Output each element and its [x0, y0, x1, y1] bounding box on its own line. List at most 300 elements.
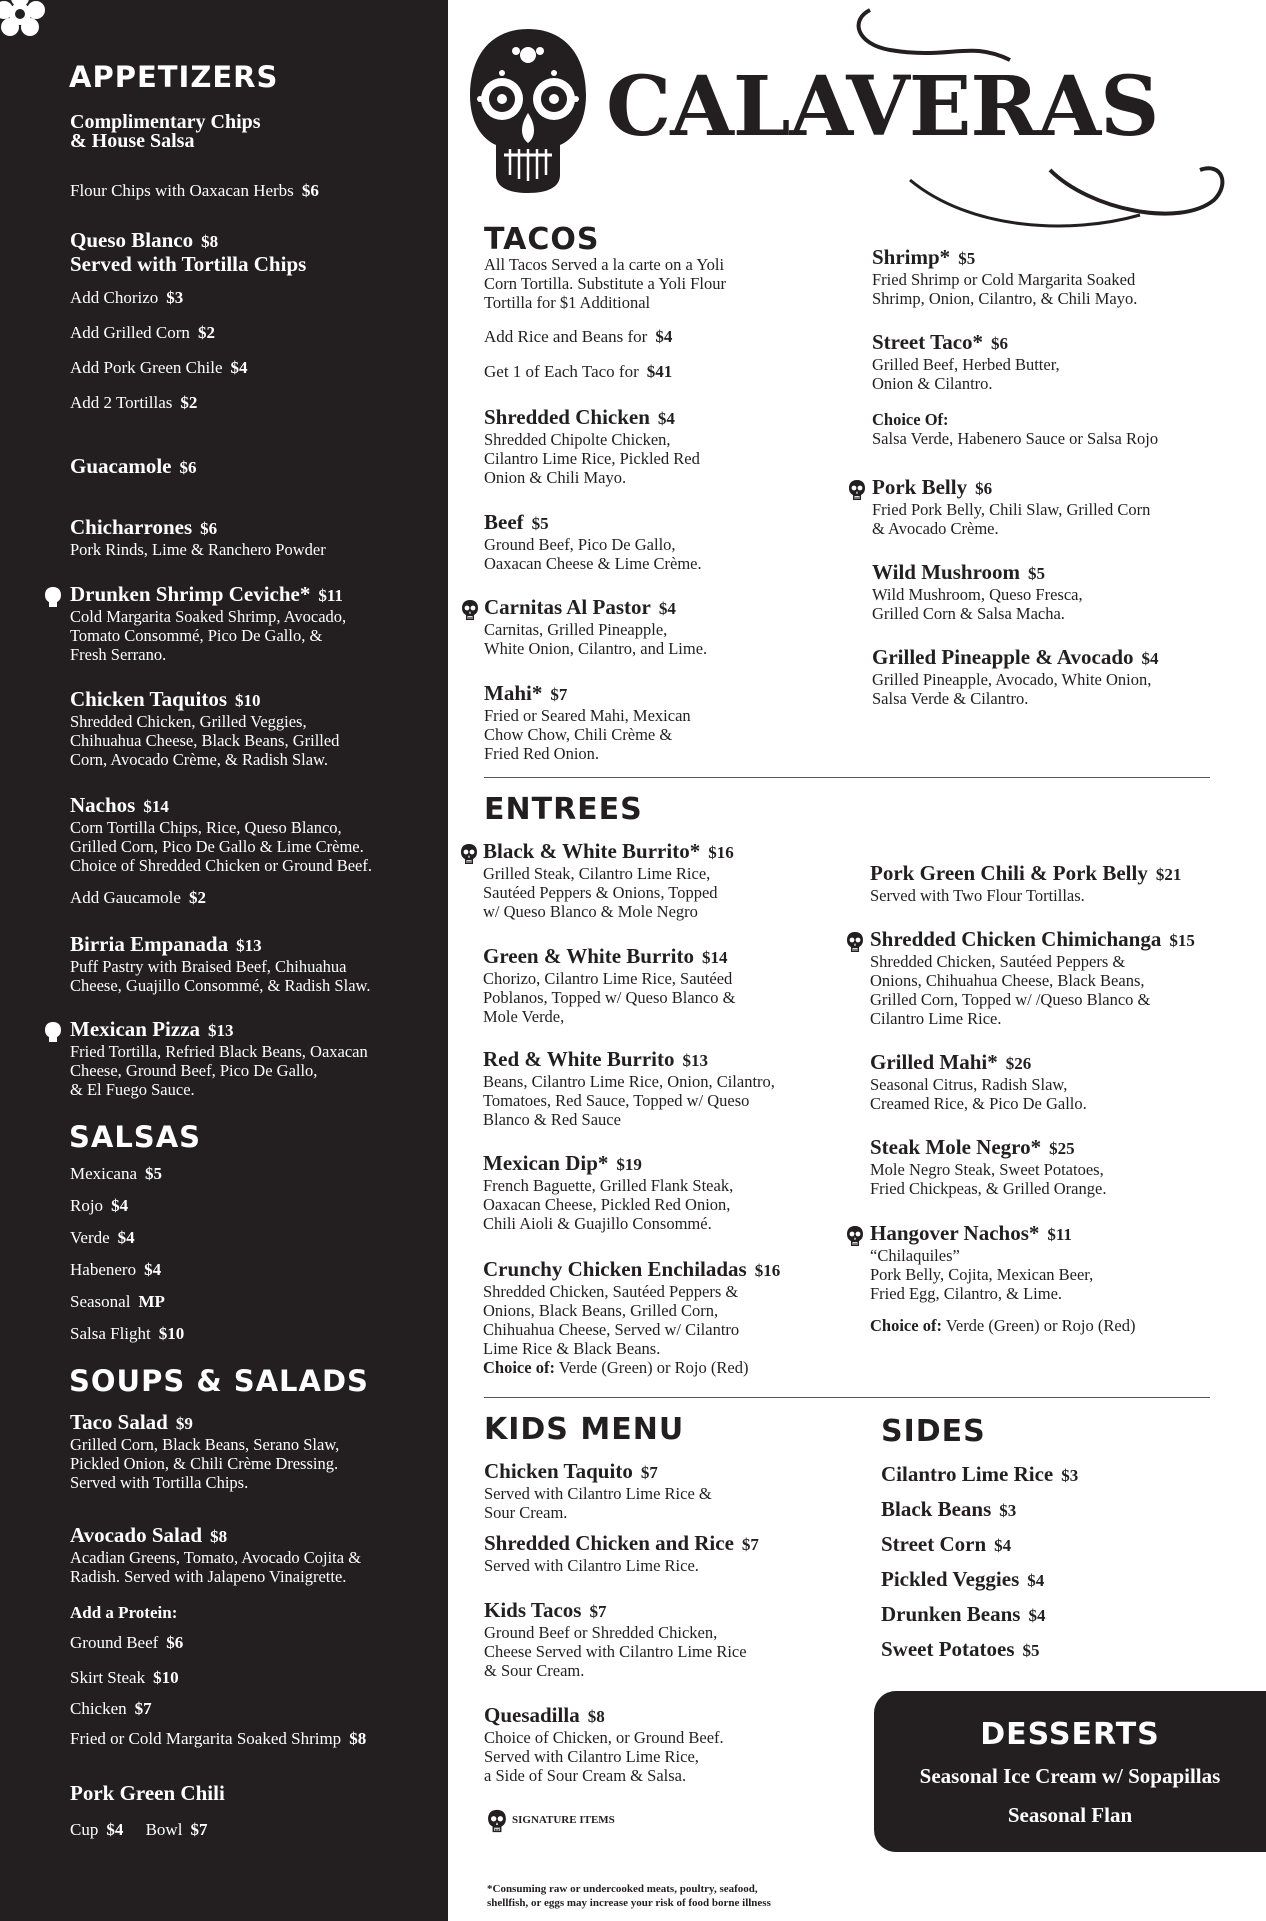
- salsa-item: [70, 1260, 161, 1280]
- addon-item: [70, 323, 215, 343]
- item-desc: Salsa Verde & Cilantro.: [872, 689, 1029, 708]
- signature-skull-icon: [846, 930, 864, 954]
- item-price: $7: [550, 685, 568, 704]
- item-desc: Shredded Chicken, Grilled Veggies,: [70, 712, 307, 731]
- item-price: $4: [657, 409, 675, 428]
- item-price: $41: [646, 362, 673, 381]
- signature-items-legend: SIGNATURE ITEMS: [512, 1814, 615, 1826]
- item-desc: Chihuahua Cheese, Black Beans, Grilled: [70, 731, 340, 750]
- protein-item: [70, 1668, 179, 1688]
- item-price: $7: [741, 1535, 759, 1554]
- item-desc: Onion & Chili Mayo.: [484, 468, 627, 487]
- salsa-item: [70, 1228, 135, 1248]
- entree-item: [483, 840, 734, 921]
- item-price: $5: [1028, 564, 1046, 583]
- item-price: $13: [682, 1051, 709, 1070]
- item-price: $4: [1028, 1606, 1046, 1625]
- mexican-pizza-item: [70, 1018, 368, 1099]
- taco-item: [872, 246, 1137, 308]
- item-name: Shrimp*: [872, 245, 951, 269]
- signature-skull-icon: [487, 1808, 507, 1834]
- taco-salad-item: [70, 1411, 339, 1492]
- item-price: $25: [1049, 1139, 1075, 1158]
- item-name: Mahi*: [484, 681, 543, 705]
- item-price: $14: [143, 797, 169, 816]
- item-desc: Oaxacan Cheese, Pickled Red Onion,: [483, 1195, 731, 1214]
- item-name: Add 2 Tortillas: [70, 393, 173, 412]
- disclaimer-line: *Consuming raw or undercooked meats, poultry, seafood,: [487, 1883, 758, 1895]
- protein-item: [70, 1633, 183, 1653]
- addon-item: [70, 288, 183, 308]
- dessert-item: Seasonal Flan: [1007, 1803, 1133, 1827]
- item-price: MP: [138, 1292, 165, 1311]
- item-desc: Chihuahua Cheese, Served w/ Cilantro: [483, 1320, 740, 1339]
- item-desc: Shredded Chicken, Sautéed Peppers &: [870, 952, 1126, 971]
- item-desc: Mole Negro Steak, Sweet Potatoes,: [870, 1160, 1104, 1179]
- item-desc: Carnitas, Grilled Pineapple,: [484, 620, 668, 639]
- green-chili-sizes: [70, 1820, 207, 1840]
- cup-label: Cup: [70, 1820, 99, 1839]
- salsa-item: [70, 1164, 162, 1184]
- food-safety-disclaimer: [487, 1882, 771, 1910]
- entree-item: [870, 1051, 1087, 1113]
- item-price: $6: [975, 479, 993, 498]
- item-desc: Pork Belly, Cojita, Mexican Beer,: [870, 1265, 1094, 1284]
- item-name: Add Gaucamole: [70, 888, 181, 907]
- dessert-item: Seasonal Ice Cream w/ Sopapillas: [919, 1764, 1221, 1788]
- item-price: $4: [655, 327, 673, 346]
- item-name: Street Taco*: [872, 330, 984, 354]
- item-price: $15: [1169, 931, 1195, 950]
- item-name: Cilantro Lime Rice: [881, 1462, 1054, 1486]
- item-desc: Grilled Corn & Salsa Macha.: [872, 604, 1065, 623]
- item-price: $5: [531, 514, 549, 533]
- protein-item: [70, 1699, 152, 1719]
- rice-beans-addon: [484, 327, 672, 347]
- signature-skull-icon: [44, 1020, 62, 1044]
- item-desc: & Avocado Crème.: [872, 519, 999, 538]
- item-name: Mexican Dip*: [483, 1151, 609, 1175]
- item-name: Steak Mole Negro*: [870, 1135, 1042, 1159]
- divider: [484, 1397, 1210, 1398]
- item-name: Carnitas Al Pastor: [484, 595, 651, 619]
- item-price: $16: [708, 843, 734, 862]
- item-desc: Shrimp, Onion, Cilantro, & Chili Mayo.: [872, 289, 1138, 308]
- item-price: $13: [236, 936, 262, 955]
- entree-item: [870, 1136, 1106, 1198]
- item-desc: w/ Queso Blanco & Mole Negro: [483, 902, 698, 921]
- item-desc: Radish. Served with Jalapeno Vinaigrette.: [70, 1567, 347, 1586]
- item-price: $6: [200, 519, 218, 538]
- item-price: $16: [754, 1261, 781, 1280]
- item-price: $3: [166, 288, 184, 307]
- item-desc: Grilled Steak, Cilantro Lime Rice,: [483, 864, 711, 883]
- item-name: Ground Beef: [70, 1633, 159, 1652]
- item-price: $4: [144, 1260, 162, 1279]
- item-name: Skirt Steak: [70, 1668, 146, 1687]
- item-price: $14: [701, 948, 728, 967]
- item-desc: Chorizo, Cilantro Lime Rice, Sautéed: [483, 969, 733, 988]
- item-price: $4: [111, 1196, 129, 1215]
- item-name: Add Pork Green Chile: [70, 358, 223, 377]
- item-name: Green & White Burrito: [483, 944, 694, 968]
- item-name: Rojo: [70, 1196, 104, 1215]
- item-price: $26: [1005, 1054, 1032, 1073]
- entree-item: [483, 1152, 733, 1233]
- divider: [484, 777, 1210, 778]
- item-price: $7: [134, 1699, 152, 1718]
- item-name: Get 1 of Each Taco for: [484, 362, 639, 381]
- item-price: $2: [197, 323, 215, 342]
- item-name: Quesadilla: [484, 1703, 580, 1727]
- item-price: $13: [208, 1021, 234, 1040]
- item-name: Crunchy Chicken Enchiladas: [483, 1257, 747, 1281]
- soups-salads-title: SOUPS & SALADS: [69, 1364, 369, 1398]
- item-desc: Fresh Serrano.: [70, 645, 167, 664]
- item-name: Pork Belly: [872, 475, 968, 499]
- item-desc: Wild Mushroom, Queso Fresca,: [872, 585, 1083, 604]
- item-price: $21: [1155, 865, 1182, 884]
- item-price: $6: [179, 458, 197, 477]
- complimentary-line2: & House Salsa: [70, 130, 195, 152]
- item-price: $7: [589, 1602, 607, 1621]
- item-name: Shredded Chicken Chimichanga: [870, 927, 1162, 951]
- entree-item: [483, 1048, 775, 1129]
- item-name: Beef: [484, 510, 524, 534]
- flower-ornament-icon: [0, 0, 68, 56]
- item-desc: Fried Chickpeas, & Grilled Orange.: [870, 1179, 1107, 1198]
- item-desc: Blanco & Red Sauce: [483, 1110, 621, 1129]
- item-desc: Pickled Onion, & Chili Crème Dressing.: [70, 1454, 339, 1473]
- item-desc: Mole Verde,: [483, 1007, 565, 1026]
- item-price: $10: [235, 691, 261, 710]
- side-item: [881, 1498, 1016, 1522]
- item-name: Shredded Chicken: [484, 405, 650, 429]
- item-desc: Grilled Corn, Pico De Gallo & Lime Crème.: [70, 837, 364, 856]
- item-desc: Shredded Chipolte Chicken,: [484, 430, 671, 449]
- item-name: Street Corn: [881, 1532, 987, 1556]
- item-price: $10: [153, 1668, 179, 1687]
- item-price: $8: [210, 1527, 228, 1546]
- item-price: $7: [640, 1463, 658, 1482]
- signature-skull-icon: [461, 598, 479, 622]
- item-name: Pickled Veggies: [881, 1567, 1020, 1591]
- salsas-title: SALSAS: [69, 1120, 202, 1154]
- item-desc: Ground Beef or Shredded Chicken,: [484, 1623, 718, 1642]
- item-desc: Shredded Chicken, Sautéed Peppers &: [483, 1282, 739, 1301]
- item-desc: Corn Tortilla Chips, Rice, Queso Blanco,: [70, 818, 342, 837]
- addon-item: [70, 393, 197, 413]
- intro-line: Corn Tortilla. Substitute a Yoli Flour: [484, 274, 726, 293]
- kids-menu-title: KIDS MENU: [484, 1412, 685, 1447]
- side-item: [881, 1463, 1078, 1487]
- item-desc: Fried Pork Belly, Chili Slaw, Grilled Corn: [872, 500, 1151, 519]
- item-desc: Creamed Rice, & Pico De Gallo.: [870, 1094, 1087, 1113]
- taco-item: [872, 331, 1060, 393]
- item-name: Taco Salad: [70, 1410, 168, 1434]
- entree-choice: [870, 1316, 1135, 1335]
- disclaimer-line: shellfish, or eggs may increase your risk of food borne illness: [487, 1897, 771, 1909]
- desserts-panel: [874, 1691, 1266, 1852]
- item-name: Verde: [70, 1228, 110, 1247]
- kids-item: [484, 1704, 724, 1785]
- item-price: $11: [1047, 1225, 1072, 1244]
- item-desc: Cold Margarita Soaked Shrimp, Avocado,: [70, 607, 347, 626]
- item-desc: Served with Tortilla Chips.: [70, 1473, 249, 1492]
- taco-choice: [872, 410, 1158, 448]
- item-price: $2: [180, 393, 198, 412]
- add-protein-label: Add a Protein:: [70, 1603, 178, 1622]
- item-desc: Fried Tortilla, Refried Black Beans, Oaxacan: [70, 1042, 368, 1061]
- item-price: $3: [1061, 1466, 1079, 1485]
- item-name: Mexican Pizza: [70, 1017, 201, 1041]
- entrees-title: ENTREES: [484, 792, 643, 827]
- salsa-item: [70, 1324, 184, 1344]
- item-desc: Served with Cilantro Lime Rice.: [484, 1556, 699, 1575]
- addon-item: [70, 888, 206, 908]
- item-price: $4: [230, 358, 248, 377]
- item-name: Grilled Pineapple & Avocado: [872, 645, 1134, 669]
- bowl-price: $7: [190, 1820, 208, 1839]
- complimentary-chips: [70, 113, 261, 151]
- item-desc: Cilantro Lime Rice, Pickled Red: [484, 449, 700, 468]
- item-name: Chicken: [70, 1699, 127, 1718]
- item-desc: Served with Cilantro Lime Rice &: [484, 1484, 712, 1503]
- item-name: Add Rice and Beans for: [484, 327, 648, 346]
- signature-skull-icon: [848, 478, 866, 502]
- kids-item: [484, 1460, 712, 1522]
- entree-item: [483, 1258, 780, 1377]
- side-item: [881, 1568, 1044, 1592]
- queso-subtitle: Served with Tortilla Chips: [70, 252, 307, 276]
- taco-item: [872, 476, 1150, 538]
- entree-item: [870, 862, 1181, 905]
- intro-line: All Tacos Served a la carte on a Yoli: [484, 255, 725, 274]
- sides-title: SIDES: [881, 1414, 986, 1449]
- item-price: $10: [158, 1324, 185, 1343]
- taco-item: [484, 511, 702, 573]
- item-name: Pork Green Chili & Pork Belly: [870, 861, 1148, 885]
- item-desc: French Baguette, Grilled Flank Steak,: [483, 1176, 734, 1195]
- taco-item: [872, 561, 1083, 623]
- entree-item: [870, 1222, 1093, 1303]
- item-desc: Served with Cilantro Lime Rice,: [484, 1747, 699, 1766]
- item-name: Avocado Salad: [70, 1523, 203, 1547]
- taquitos-item: [70, 688, 339, 769]
- item-price: $6: [301, 181, 319, 200]
- item-name: Salsa Flight: [70, 1324, 151, 1343]
- side-item: [881, 1638, 1040, 1662]
- taco-item: [484, 682, 691, 763]
- item-desc: Chili Aioli & Guajillo Consommé.: [483, 1214, 712, 1233]
- choice-label: Choice of:: [870, 1316, 942, 1335]
- item-name: Drunken Beans: [881, 1602, 1021, 1626]
- item-desc: “Chilaquiles”: [870, 1246, 960, 1265]
- item-desc: Tomatoes, Red Sauce, Topped w/ Queso: [483, 1091, 750, 1110]
- item-name: Mexicana: [70, 1164, 138, 1183]
- item-price: $6: [991, 334, 1009, 353]
- item-name: Add Chorizo: [70, 288, 159, 307]
- item-name: Grilled Mahi*: [870, 1050, 998, 1074]
- item-desc: Cilantro Lime Rice.: [870, 1009, 1002, 1028]
- entree-item: [870, 928, 1195, 1028]
- choice-label: Choice of:: [483, 1358, 555, 1377]
- item-name: Add Grilled Corn: [70, 323, 190, 342]
- item-name: Black & White Burrito*: [483, 839, 701, 863]
- item-price: $8: [587, 1707, 605, 1726]
- side-item: [881, 1533, 1011, 1557]
- item-name: Habenero: [70, 1260, 137, 1279]
- item-name: Shredded Chicken and Rice: [484, 1531, 734, 1555]
- item-desc: Served with Two Flour Tortillas.: [870, 886, 1085, 905]
- chicharrones-item: [70, 516, 326, 559]
- item-name: Black Beans: [881, 1497, 992, 1521]
- item-price: $19: [616, 1155, 642, 1174]
- item-desc: Tomato Consommé, Pico De Gallo, &: [70, 626, 323, 645]
- item-desc: Grilled Beef, Herbed Butter,: [872, 355, 1060, 374]
- item-desc: Grilled Corn, Topped w/ /Queso Blanco &: [870, 990, 1151, 1009]
- salsa-item: [70, 1196, 128, 1216]
- item-desc: Grilled Corn, Black Beans, Serano Slaw,: [70, 1435, 340, 1454]
- item-price: $3: [999, 1501, 1017, 1520]
- item-desc: White Onion, Cilantro, and Lime.: [484, 639, 708, 658]
- taco-item: [484, 406, 700, 487]
- cup-price: $4: [106, 1820, 124, 1839]
- item-desc: & El Fuego Sauce.: [70, 1080, 195, 1099]
- tacos-title: TACOS: [484, 222, 600, 257]
- signature-skull-icon: [44, 585, 62, 609]
- choice-text: Salsa Verde, Habenero Sauce or Salsa Rojo: [872, 429, 1159, 448]
- item-desc: Sour Cream.: [484, 1503, 568, 1522]
- queso-blanco-item: [70, 229, 306, 275]
- item-name: Kids Tacos: [484, 1598, 582, 1622]
- nachos-item: [70, 794, 372, 875]
- signature-skull-icon: [846, 1224, 864, 1248]
- appetizers-title: APPETIZERS: [69, 60, 279, 94]
- salsa-item: [70, 1292, 165, 1312]
- item-desc: Grilled Pineapple, Avocado, White Onion,: [872, 670, 1152, 689]
- item-desc: Cheese, Guajillo Consommé, & Radish Slaw.: [70, 976, 371, 995]
- item-desc: Fried Red Onion.: [484, 744, 600, 763]
- item-desc: Choice of Chicken, or Ground Beef.: [484, 1728, 724, 1747]
- item-price: $4: [1141, 649, 1159, 668]
- restaurant-name: CALAVERAS: [606, 59, 1159, 155]
- item-name: Hangover Nachos*: [870, 1221, 1040, 1245]
- item-price: $6: [166, 1633, 184, 1652]
- item-desc: Cheese Served with Cilantro Lime Rice: [484, 1642, 747, 1661]
- item-desc: Poblanos, Topped w/ Queso Blanco &: [483, 988, 736, 1007]
- item-desc: Onion & Cilantro.: [872, 374, 993, 393]
- item-price: $4: [117, 1228, 135, 1247]
- item-desc: Puff Pastry with Braised Beef, Chihuahua: [70, 957, 347, 976]
- item-desc: Seasonal Citrus, Radish Slaw,: [870, 1075, 1068, 1094]
- flour-chips-item: [70, 181, 319, 201]
- addon-item: [70, 358, 248, 378]
- item-name: Fried or Cold Margarita Soaked Shrimp: [70, 1729, 342, 1748]
- kids-item: [484, 1599, 747, 1680]
- item-price: $4: [1027, 1571, 1045, 1590]
- item-price: $4: [658, 599, 676, 618]
- item-desc: Cheese, Ground Beef, Pico De Gallo,: [70, 1061, 318, 1080]
- item-desc: Ground Beef, Pico De Gallo,: [484, 535, 676, 554]
- kids-item: [484, 1532, 759, 1575]
- item-price: $2: [188, 888, 206, 907]
- entree-item: [483, 945, 735, 1026]
- signature-skull-icon: [460, 842, 478, 866]
- item-desc: Acadian Greens, Tomato, Avocado Cojita &: [70, 1548, 362, 1567]
- item-desc: Sautéed Peppers & Onions, Topped: [483, 883, 718, 902]
- item-name: Flour Chips with Oaxacan Herbs: [70, 181, 294, 200]
- item-desc: Chow Chow, Chili Crème &: [484, 725, 673, 744]
- item-desc: Fried or Seared Mahi, Mexican: [484, 706, 691, 725]
- taco-item: [484, 596, 707, 658]
- item-price: $11: [318, 586, 343, 605]
- item-name: Sweet Potatoes: [881, 1637, 1015, 1661]
- choice-label: Choice Of:: [872, 410, 949, 429]
- item-name: Chicharrones: [70, 515, 193, 539]
- item-desc: Onions, Chihuahua Cheese, Black Beans,: [870, 971, 1145, 990]
- item-price: $9: [175, 1414, 193, 1433]
- item-price: $5: [1022, 1641, 1040, 1660]
- item-desc: Choice of Shredded Chicken or Ground Beef.: [70, 856, 372, 875]
- complimentary-line1: Complimentary Chips: [70, 111, 261, 133]
- item-desc: Corn, Avocado Crème, & Radish Slaw.: [70, 750, 329, 769]
- each-taco-offer: [484, 362, 672, 382]
- item-name: Red & White Burrito: [483, 1047, 675, 1071]
- item-price: $4: [994, 1536, 1012, 1555]
- item-price: $5: [958, 249, 976, 268]
- pork-green-chili-item: Pork Green Chili: [70, 1781, 225, 1805]
- item-name: Queso Blanco: [70, 228, 194, 252]
- item-desc: a Side of Sour Cream & Salsa.: [484, 1766, 687, 1785]
- left-column: [0, 0, 448, 1921]
- item-desc: Pork Rinds, Lime & Ranchero Powder: [70, 540, 326, 559]
- item-name: Chicken Taquito: [484, 1459, 633, 1483]
- bowl-label: Bowl: [145, 1820, 183, 1839]
- sugar-skull-logo-icon: [464, 25, 592, 197]
- taco-item: [872, 646, 1159, 708]
- item-name: Guacamole: [70, 454, 172, 478]
- tacos-intro: [484, 255, 726, 312]
- choice-text: Verde (Green) or Rojo (Red): [945, 1316, 1136, 1335]
- choice-text: Verde (Green) or Rojo (Red): [558, 1358, 749, 1377]
- side-item: [881, 1603, 1045, 1627]
- item-desc: Beans, Cilantro Lime Rice, Onion, Cilantro,: [483, 1072, 775, 1091]
- item-name: Nachos: [70, 793, 136, 817]
- item-desc: Fried Egg, Cilantro, & Lime.: [870, 1284, 1063, 1303]
- item-desc: Oaxacan Cheese & Lime Crème.: [484, 554, 702, 573]
- swash-ornament-icon: [850, 0, 1230, 240]
- item-desc: Lime Rice & Black Beans.: [483, 1339, 661, 1358]
- item-desc: & Sour Cream.: [484, 1661, 585, 1680]
- item-name: Birria Empanada: [70, 932, 229, 956]
- item-desc: Onions, Black Beans, Grilled Corn,: [483, 1301, 719, 1320]
- item-name: Chicken Taquitos: [70, 687, 227, 711]
- guacamole-item: [70, 455, 196, 479]
- item-price: $8: [201, 232, 219, 251]
- item-desc: Fried Shrimp or Cold Margarita Soaked: [872, 270, 1136, 289]
- item-price: $8: [349, 1729, 367, 1748]
- protein-item: [70, 1729, 366, 1749]
- ceviche-item: [70, 583, 346, 664]
- item-name: Drunken Shrimp Ceviche*: [70, 582, 311, 606]
- desserts-title: DESSERTS: [980, 1717, 1160, 1752]
- intro-line: Tortilla for $1 Additional: [484, 293, 651, 312]
- item-name: Wild Mushroom: [872, 560, 1021, 584]
- avocado-salad-item: [70, 1524, 361, 1586]
- item-price: $5: [145, 1164, 163, 1183]
- item-name: Seasonal: [70, 1292, 131, 1311]
